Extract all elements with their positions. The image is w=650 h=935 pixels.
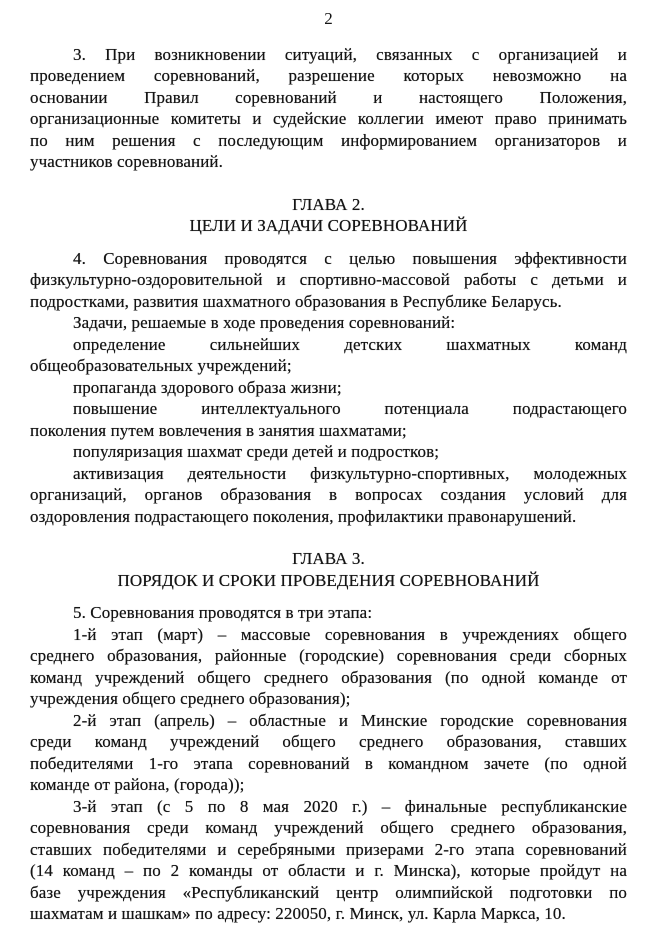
text-line: поколения путем вовлечения в занятия шахматами; <box>30 420 407 440</box>
chapter-heading-line: ГЛАВА 2. <box>292 194 365 214</box>
text-line: организаций, органов образования в вопросах создания условий для <box>30 485 627 504</box>
text-line: 3. При возникновении ситуаций, связанных с организацией и <box>73 44 627 64</box>
text-line: базе учреждения «Республиканский центр олимпийской подготовки по <box>30 882 627 902</box>
text-line: определение сильнейших детских шахматных команд <box>73 334 627 354</box>
text-line: победителями 1-го этапа соревнований в командном зачете (по одной <box>30 753 627 773</box>
text-line: (14 команд – по 2 команды от области и г. Минска), которые пройдут на <box>30 861 627 880</box>
paragraph <box>30 398 627 441</box>
text-line: основании Правил соревнований и настоящего Положения, <box>30 87 627 107</box>
text-line: общеобразовательных учреждений; <box>30 356 292 375</box>
text-line: 3-й этап (с 5 по 8 мая 2020 г.) – финальные республиканские <box>73 796 627 816</box>
text-line: среднего образования, районные (городские) соревнования среди сборных <box>30 646 627 665</box>
paragraph <box>30 248 627 313</box>
text-line: организационные комитеты и судейские коллегии имеют право принимать <box>30 109 627 128</box>
text-line: популяризация шахмат среди детей и подростков; <box>73 442 440 461</box>
paragraph <box>30 602 627 624</box>
text-line: активизация деятельности физкультурно-спортивных, молодежных <box>73 463 627 483</box>
paragraph <box>30 44 627 173</box>
text-line: команде от района, (города)); <box>30 775 245 794</box>
text-line: пропаганда здорового образа жизни; <box>73 377 342 397</box>
paragraph <box>30 624 627 710</box>
text-line: 4. Соревнования проводятся с целью повышения эффективности <box>73 248 627 268</box>
text-line: среди команд учреждений общего среднего образования, ставших <box>30 732 627 751</box>
paragraph <box>30 710 627 796</box>
chapter-heading <box>30 548 627 591</box>
text-line: соревнования среди команд учреждений общего среднего образования, <box>30 818 627 837</box>
text-line: физкультурно-оздоровительной и спортивно-массовой работы с детьми и <box>30 270 627 289</box>
page-number: 2 <box>324 9 333 28</box>
text-line: учреждения общего среднего образования); <box>30 689 351 708</box>
chapter-heading <box>30 194 627 237</box>
paragraph <box>30 334 627 377</box>
text-line: Задачи, решаемые в ходе проведения соревнований: <box>73 313 456 332</box>
chapter-heading-line: ЦЕЛИ И ЗАДАЧИ СОРЕВНОВАНИЙ <box>189 216 468 235</box>
text-line: повышение интеллектуального потенциала подрастающего <box>73 399 627 418</box>
paragraph <box>30 441 627 463</box>
text-line: шахматам и шашкам» по адресу: 220050, г. Минск, ул. Карла Маркса, 10. <box>30 904 566 923</box>
text-line: по ним решения с последующим информированием организаторов и <box>30 130 627 150</box>
text-line: команд учреждений общего среднего образования (по одной команде от <box>30 667 627 687</box>
chapter-heading-line: ПОРЯДОК И СРОКИ ПРОВЕДЕНИЯ СОРЕВНОВАНИЙ <box>117 570 540 590</box>
paragraph <box>30 312 627 334</box>
text-line: 5. Соревнования проводятся в три этапа: <box>73 603 373 622</box>
text-line: 1-й этап (март) – массовые соревнования в учреждениях общего <box>73 624 627 644</box>
text-line: оздоровления подрастающего поколения, профилактики правонарушений. <box>30 506 577 526</box>
text-line: ставших победителями и серебряными призерами 2-го этапа соревнований <box>30 839 627 859</box>
document-body <box>30 44 627 925</box>
text-line: проведением соревнований, разрешение которых невозможно на <box>30 66 627 85</box>
paragraph <box>30 377 627 399</box>
paragraph <box>30 796 627 925</box>
text-line: участников соревнований. <box>30 152 223 171</box>
text-line: подростками, развития шахматного образования в Республике Беларусь. <box>30 291 562 311</box>
text-line: 2-й этап (апрель) – областные и Минские городские соревнования <box>73 710 627 730</box>
paragraph <box>30 463 627 528</box>
chapter-heading-line: ГЛАВА 3. <box>292 549 365 568</box>
